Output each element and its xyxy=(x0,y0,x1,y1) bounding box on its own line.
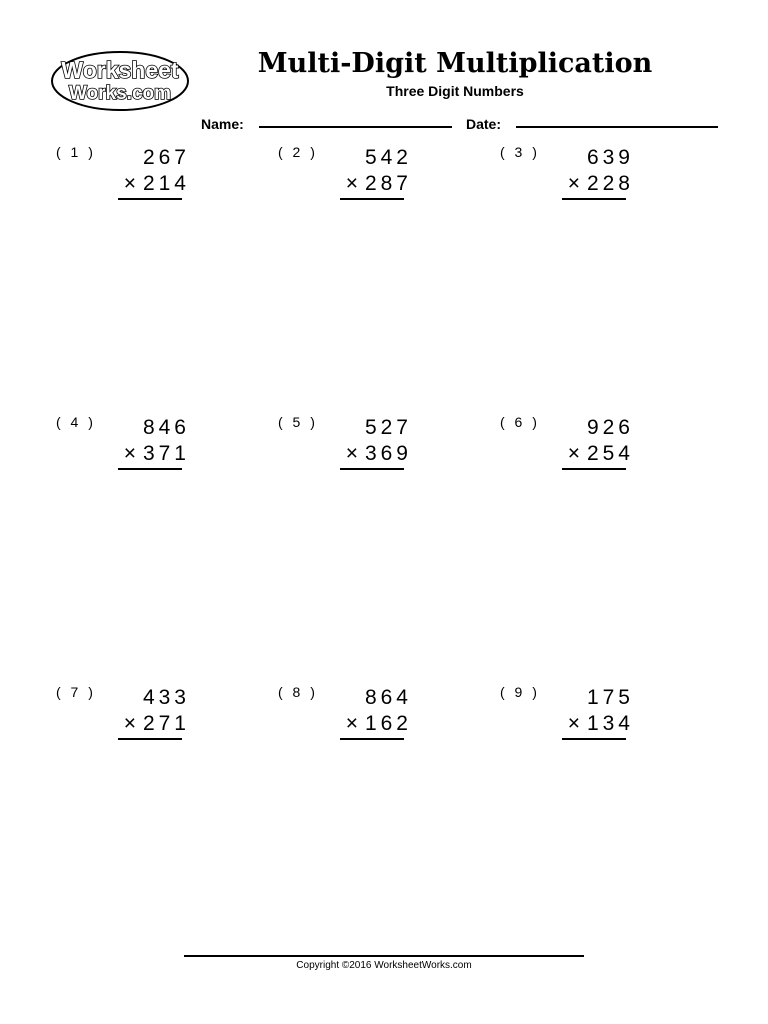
answer-rule xyxy=(118,198,182,200)
problem-number: ( 9 ) xyxy=(500,684,540,700)
problem-1 xyxy=(56,144,256,204)
multiplicand: 527 xyxy=(364,416,412,439)
problem-3 xyxy=(500,144,700,204)
multiplier: 371 xyxy=(142,442,190,465)
date-label: Date: xyxy=(466,116,502,132)
multiply-sign: × xyxy=(123,172,140,195)
problem-number: ( 3 ) xyxy=(500,144,540,160)
multiplier: 228 xyxy=(586,172,634,195)
answer-rule xyxy=(562,468,626,470)
logo-line1: Worksheet xyxy=(61,57,179,83)
date-field[interactable] xyxy=(516,126,718,128)
worksheetworks-logo xyxy=(50,50,190,112)
answer-rule xyxy=(562,738,626,740)
multiply-sign: × xyxy=(567,442,584,465)
multiplier-row xyxy=(346,172,412,196)
problem-7 xyxy=(56,684,256,744)
multiplicand: 175 xyxy=(586,686,634,709)
problem-5 xyxy=(278,414,478,474)
copyright-text: Copyright ©2016 WorksheetWorks.com xyxy=(296,960,472,971)
multiplier: 162 xyxy=(364,712,412,735)
problem-number: ( 7 ) xyxy=(56,684,96,700)
multiply-sign: × xyxy=(567,712,584,735)
problem-number: ( 4 ) xyxy=(56,414,96,430)
worksheet-subtitle: Three Digit Numbers xyxy=(386,83,524,99)
multiply-sign: × xyxy=(567,172,584,195)
problem-number: ( 8 ) xyxy=(278,684,318,700)
multiplier-row xyxy=(346,712,412,736)
multiply-sign: × xyxy=(345,712,362,735)
multiplier: 271 xyxy=(142,712,190,735)
multiplier-row xyxy=(124,712,190,736)
multiplicand: 926 xyxy=(586,416,634,439)
problem-9 xyxy=(500,684,700,744)
answer-rule xyxy=(340,468,404,470)
problem-4 xyxy=(56,414,256,474)
name-label: Name: xyxy=(201,116,244,132)
multiplicand: 433 xyxy=(142,686,190,709)
multiplier: 369 xyxy=(364,442,412,465)
problem-6 xyxy=(500,414,700,474)
multiplier-row xyxy=(124,172,190,196)
problem-8 xyxy=(278,684,478,744)
multiplicand: 542 xyxy=(364,146,412,169)
multiplier-row xyxy=(568,442,634,466)
multiplier-row xyxy=(568,712,634,736)
multiplier-row xyxy=(124,442,190,466)
answer-rule xyxy=(340,198,404,200)
logo-line2: Works.com xyxy=(68,83,172,104)
multiplier-row xyxy=(346,442,412,466)
multiply-sign: × xyxy=(123,442,140,465)
problem-number: ( 2 ) xyxy=(278,144,318,160)
problem-number: ( 1 ) xyxy=(56,144,96,160)
multiplier: 134 xyxy=(586,712,634,735)
problem-number: ( 5 ) xyxy=(278,414,318,430)
answer-rule xyxy=(118,468,182,470)
multiply-sign: × xyxy=(345,172,362,195)
multiplier-row xyxy=(568,172,634,196)
multiplicand: 267 xyxy=(142,146,190,169)
multiplier: 214 xyxy=(142,172,190,195)
multiplier: 287 xyxy=(364,172,412,195)
multiplicand: 639 xyxy=(586,146,634,169)
multiplicand: 846 xyxy=(142,416,190,439)
problem-number: ( 6 ) xyxy=(500,414,540,430)
multiply-sign: × xyxy=(345,442,362,465)
worksheet-title: Multi-Digit Multiplication xyxy=(257,48,653,79)
multiplier: 254 xyxy=(586,442,634,465)
multiplicand: 864 xyxy=(364,686,412,709)
problem-2 xyxy=(278,144,478,204)
answer-rule xyxy=(562,198,626,200)
multiply-sign: × xyxy=(123,712,140,735)
answer-rule xyxy=(118,738,182,740)
name-field[interactable] xyxy=(259,126,452,128)
answer-rule xyxy=(340,738,404,740)
footer-divider xyxy=(184,955,584,957)
